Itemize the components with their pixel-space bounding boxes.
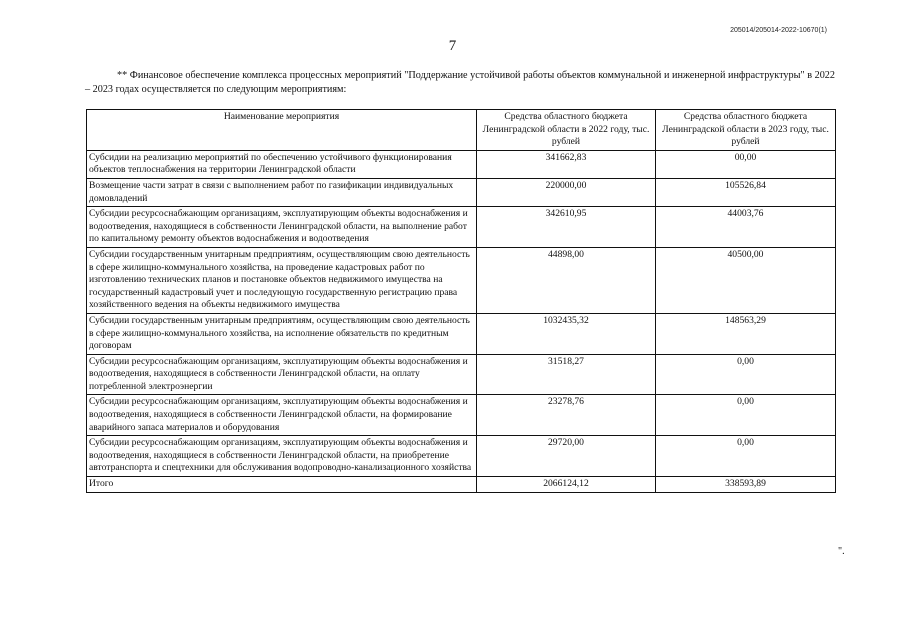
- row-value-2023: 40500,00: [656, 247, 836, 313]
- table-row: [87, 313, 836, 354]
- closing-quote-mark: ".: [838, 546, 845, 557]
- row-name: Субсидии на реализацию мероприятий по обеспечению устойчивого функционирования объектов теплоснабжения на территории Ленинградской области: [87, 150, 477, 178]
- row-value-2022: 31518,27: [477, 354, 656, 395]
- table-total-row: [87, 477, 836, 493]
- row-value-2022: 1032435,32: [477, 313, 656, 354]
- row-value-2022: 44898,00: [477, 247, 656, 313]
- financing-table: [86, 109, 836, 493]
- row-value-2023: 0,00: [656, 436, 836, 477]
- header-budget-2022: Средства областного бюджета Ленинградской области в 2022 году, тыс. рублей: [477, 110, 656, 151]
- header-event-name: Наименование мероприятия: [87, 110, 477, 151]
- table-row: [87, 178, 836, 206]
- row-value-2022: 342610,95: [477, 207, 656, 248]
- page-number: 7: [448, 38, 457, 54]
- total-label: Итого: [87, 477, 477, 493]
- row-value-2023: 0,00: [656, 395, 836, 436]
- row-value-2022: 341662,83: [477, 150, 656, 178]
- row-value-2023: 148563,29: [656, 313, 836, 354]
- row-name: Субсидии ресурсоснабжающим организациям, эксплуатирующим объекты водоснабжения и водоотведения, находящиеся в собственности Ленинградской области, на оплату потребленной электроэнергии: [87, 354, 477, 395]
- row-value-2022: 23278,76: [477, 395, 656, 436]
- row-name: Возмещение части затрат в связи с выполнением работ по газификации индивидуальных домовладений: [87, 178, 477, 206]
- row-value-2023: 0,00: [656, 354, 836, 395]
- table-row: [87, 207, 836, 248]
- table-row: [87, 150, 836, 178]
- total-value-2023: 338593,89: [656, 477, 836, 493]
- document-id: 205014/205014-2022-10670(1): [730, 27, 827, 34]
- row-name: Субсидии ресурсоснабжающим организациям, эксплуатирующим объекты водоснабжения и водоотведения, находящиеся в собственности Ленинградской области, на формирование аварийного запаса материалов и оборудования: [87, 395, 477, 436]
- row-name: Субсидии государственным унитарным предприятиям, осуществляющим свою деятельность в сфере жилищно-коммунального хозяйства, на исполнение обязательств по кредитным договорам: [87, 313, 477, 354]
- table-row: [87, 436, 836, 477]
- row-value-2023: 44003,76: [656, 207, 836, 248]
- row-name: Субсидии ресурсоснабжающим организациям, эксплуатирующим объекты водоснабжения и водоотведения, находящиеся в собственности Ленинградской области, на выполнение работ по капитальному ремонту объектов водоснабжения и водоотведения: [87, 207, 477, 248]
- table-header-row: [87, 110, 836, 151]
- row-value-2023: 105526,84: [656, 178, 836, 206]
- row-value-2022: 220000,00: [477, 178, 656, 206]
- row-value-2023: 00,00: [656, 150, 836, 178]
- table-row: [87, 354, 836, 395]
- header-budget-2023: Средства областного бюджета Ленинградской области в 2023 году, тыс. рублей: [656, 110, 836, 151]
- row-name: Субсидии государственным унитарным предприятиям, осуществляющим свою деятельность в сфере жилищно-коммунального хозяйства, на проведение кадастровых работ по изготовлению технических планов и постановке объектов недвижимого имущества на государственный кадастровый учет и последующую государственную регистрацию права хозяйственного ведения на объекты недвижимого имущества: [87, 247, 477, 313]
- intro-paragraph: ** Финансовое обеспечение комплекса процессных мероприятий "Поддержание устойчивой работы объектов коммунальной и инженерной инфраструктуры" в 2022 – 2023 годах осуществляется по следующим мероприятиям:: [85, 70, 835, 95]
- row-name: Субсидии ресурсоснабжающим организациям, эксплуатирующим объекты водоснабжения и водоотведения, находящиеся в собственности Ленинградской области, на приобретение автотранспорта и спецтехники для обслуживания водопроводно-канализационного хозяйства: [87, 436, 477, 477]
- table-row: [87, 247, 836, 313]
- table-row: [87, 395, 836, 436]
- row-value-2022: 29720,00: [477, 436, 656, 477]
- total-value-2022: 2066124,12: [477, 477, 656, 493]
